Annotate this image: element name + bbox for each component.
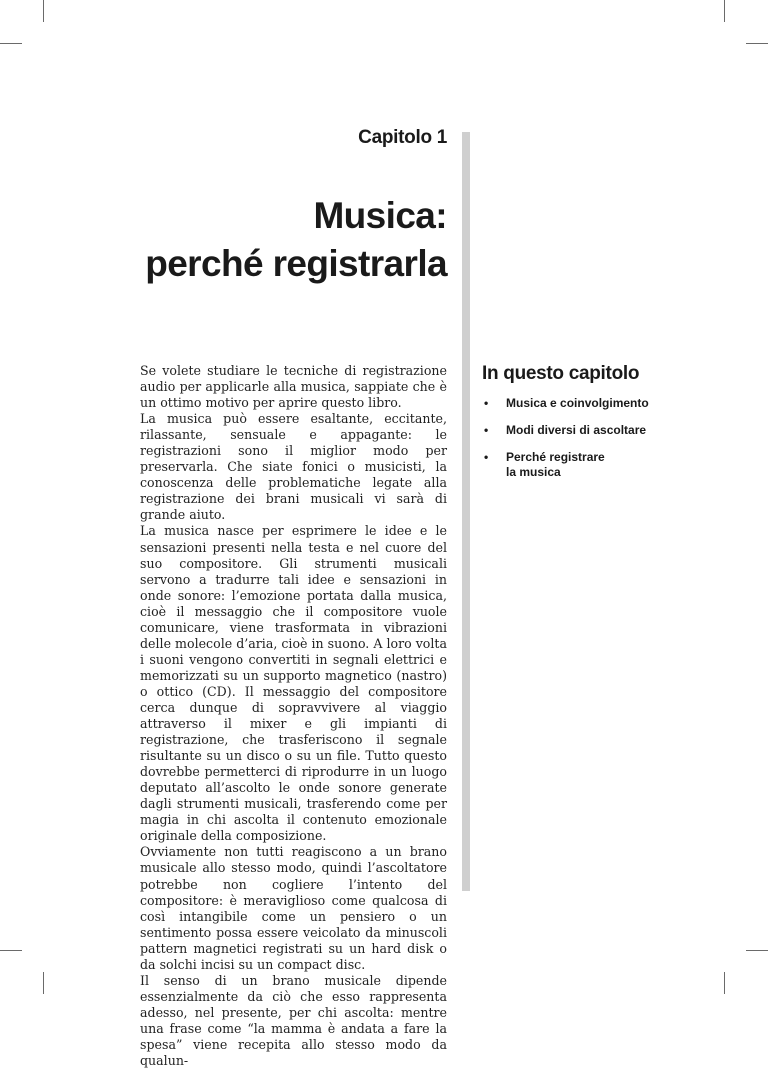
list-item-label: Modi diversi di ascoltare: [506, 423, 647, 437]
chapter-divider-bar: [462, 132, 470, 891]
bullet-icon: •: [484, 423, 489, 437]
bullet-icon: •: [484, 396, 489, 410]
chapter-title: [145, 192, 447, 288]
crop-mark: [0, 950, 22, 951]
bullet-icon: •: [484, 450, 489, 464]
sidebar-title: In questo capitolo: [482, 363, 640, 384]
crop-mark: [724, 972, 725, 994]
list-item: [484, 396, 744, 411]
crop-mark: [43, 0, 44, 22]
chapter-title-line-2: perché registrarla: [145, 243, 447, 284]
crop-mark: [0, 43, 22, 44]
crop-mark: [746, 43, 768, 44]
list-item: [484, 423, 744, 438]
body-text: [140, 363, 447, 1069]
list-item: [484, 450, 744, 480]
body-paragraph: Ovviamente non tutti reagiscono a un brano musicale allo stesso modo, quindi l’ascoltatore potrebbe non cogliere l’intento del compositore: è meraviglioso come qualcosa di così intangibile come un pensiero o un sentimento possa essere veicolato da minuscoli pattern magnetici registrati su un hard disk o da solchi incisi su un compact disc.: [140, 844, 447, 972]
crop-mark: [746, 950, 768, 951]
body-paragraph: La musica può essere esaltante, eccitante, rilassante, sensuale e appagante: le registrazioni sono il miglior modo per preservarla. Che siate fonici o musicisti, la conoscenza delle problematiche legate alla registrazione dei brani musicali vi sarà di grande aiuto.: [140, 411, 447, 523]
list-item-label: Musica e coinvolgimento: [506, 396, 649, 410]
crop-mark: [43, 972, 44, 994]
chapter-label: Capitolo 1: [358, 127, 447, 148]
chapter-contents-list: [484, 396, 744, 492]
list-item-label: Perché registrare la musica: [506, 450, 605, 479]
chapter-title-line-1: Musica:: [313, 195, 447, 236]
body-paragraph: La musica nasce per esprimere le idee e le sensazioni presenti nella testa e nel cuore del suo compositore. Gli strumenti musicali servono a tradurre tali idee e sensazioni in onde sonore: l’emozione portata dalla musica, cioè il messaggio che il compositore vuole comunicare, viene trasformata in vibrazioni delle molecole d’aria, cioè in suono. A loro volta i suoni vengono convertiti in segnali elettrici e memorizzati su un supporto magnetico (nastro) o ottico (CD). Il messaggio del compositore cerca dunque di sopravvivere al viaggio attraverso il mixer e gli impianti di registrazione, che trasferiscono il segnale risultante su un disco o su un file. Tutto questo dovrebbe permetterci di riprodurre in un luogo deputato all’ascolto le onde sonore generate dagli strumenti musicali, trasferendo come per magia in chi ascolta il contenuto emozionale originale della composizione.: [140, 523, 447, 844]
crop-mark: [724, 0, 725, 22]
body-paragraph: Il senso di un brano musicale dipende essenzialmente da ciò che esso rappresenta adesso, nel presente, per chi ascolta: mentre una frase come “la mamma è andata a fare la spesa” viene recepita allo stesso modo da qualun-: [140, 972, 447, 1069]
body-paragraph: Se volete studiare le tecniche di registrazione audio per applicarle alla musica, sappiate che è un ottimo motivo per aprire questo libro.: [140, 363, 447, 411]
